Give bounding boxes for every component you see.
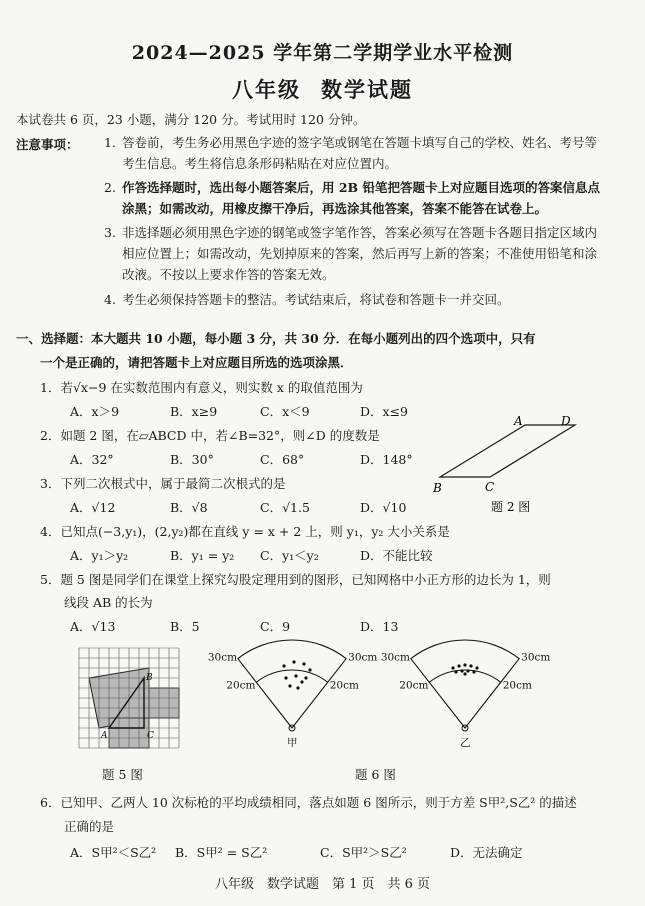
note-number: 1.	[104, 135, 116, 150]
option-d: D．148°	[360, 452, 413, 467]
subject-label: 数学试题	[321, 77, 413, 102]
fan-jia-landing-point	[304, 676, 307, 679]
question-6-stem: 6．已知甲、乙两人 10 次标枪的平均成绩相同，落点如题 6 图所示，则于方差 S甲²,S乙² 的描述	[40, 795, 577, 810]
fan-jia-30cm-right-label: 30cm	[348, 651, 378, 664]
note-item	[104, 177, 604, 219]
point-c-label: C	[147, 731, 154, 741]
exam-title: 2024—2025 学年第二学期学业水平检测	[131, 42, 514, 64]
fan-yi-name-label: 乙	[460, 737, 471, 749]
figure-6-fans	[207, 640, 551, 760]
fan-jia-landing-point	[300, 680, 303, 683]
fan-yi-30cm-left-label: 30cm	[380, 651, 411, 664]
intro-text: 本试卷共 6 页，23 小题，满分 120 分。考试用时 120 分钟。	[16, 112, 366, 127]
fan-yi-landing-point	[463, 672, 466, 675]
note-number: 3.	[104, 225, 116, 240]
fan-jia-landing-point	[302, 662, 305, 665]
grade-label: 八年级	[232, 77, 301, 102]
option-c: C．√1.5	[260, 500, 310, 515]
fan-yi-landing-point	[472, 670, 475, 673]
option-a: A．S甲²＜S乙²	[70, 845, 157, 860]
option-b: B．y₁ = y₂	[170, 548, 235, 563]
fan-jia-landing-point	[282, 664, 285, 667]
figure-5-grid	[76, 645, 182, 751]
question-2-stem: 2．如题 2 图，在▱ABCD 中，若∠B=32°，则∠D 的度数是	[40, 428, 380, 443]
fan-jia-landing-point	[288, 684, 291, 687]
figure-2-caption: 题 2 图	[491, 500, 531, 514]
figure-2-parallelogram	[425, 415, 595, 515]
question-3-stem: 3．下列二次根式中，属于最简二次根式的是	[40, 476, 286, 491]
section-heading-line2: 一个是正确的，请把答题卡上对应题目所选的选项涂黑．	[40, 355, 353, 370]
option-b: B．30°	[170, 452, 214, 467]
option-d: D．13	[360, 619, 399, 634]
section-heading-line1: 一、选择题：本大题共 10 小题，每小题 3 分，共 30 分．在每小题列出的四个选项中，只有	[16, 331, 536, 346]
fan-yi-20cm-left-label: 20cm	[399, 679, 429, 692]
small-square-shading	[149, 688, 179, 718]
question-5-stem: 5．题 5 图是同学们在课堂上探究勾股定理用到的图形，已知网格中小正方形的边长为 1，则	[40, 572, 551, 587]
note-text: 答卷前，考生务必用黑色字迹的签字笔或钢笔在答题卡填写自己的学校、姓名、考号等考生信息。考生将信息条形码粘贴在对应位置内。	[122, 135, 598, 171]
fan-yi-landing-point	[457, 664, 460, 667]
option-b: B．5	[170, 619, 200, 634]
fan-yi-landing-point	[463, 663, 466, 666]
vertex-a-label: A	[514, 414, 523, 428]
fan-yi-landing-point	[451, 666, 454, 669]
fan-jia-inner-arc	[256, 670, 327, 682]
fan-yi-landing-point	[469, 664, 472, 667]
fan-yi-inner-arc	[429, 670, 500, 682]
fan-jia-30cm-left-label: 30cm	[207, 651, 238, 664]
parallelogram-shape	[440, 425, 575, 477]
figure-6-caption: 题 6 图	[355, 767, 396, 782]
option-c: C．S甲²＞S乙²	[320, 845, 407, 860]
note-text: 作答选择题时，选出每小题答案后，用 2B 铅笔把答题卡上对应题目选项的答案信息点涂黑；如需改动，用橡皮擦干净后，再选涂其他答案，答案不能答在试卷上。	[122, 180, 600, 216]
question-5-stem-cont: 线段 AB 的长为	[64, 595, 153, 610]
fan-yi-landing-point	[460, 669, 463, 672]
option-c: C．9	[260, 619, 291, 634]
fan-yi-landing-point	[466, 669, 469, 672]
question-4-stem: 4．已知点(−3,y₁)，(2,y₂)都在直线 y = x + 2 上，则 y₁，y₂ 大小关系是	[40, 524, 450, 539]
option-c: C．y₁＜y₂	[260, 548, 319, 563]
option-d: D．无法确定	[450, 845, 523, 860]
page-footer: 八年级 数学试题 第 1 页 共 6 页	[214, 877, 431, 892]
fan-jia-name-label: 甲	[287, 737, 298, 749]
note-number: 2.	[104, 180, 116, 195]
fan-jia-20cm-left-label: 20cm	[226, 679, 256, 692]
option-c: C．68°	[260, 452, 305, 467]
note-text: 非选择题必须用黑色字迹的钢笔或签字笔作答，答案必须写在答题卡各题目指定区域内相应位置上；如需改动，先划掉原来的答案，然后再写上新的答案；不准使用铅笔和涂改液。不按以上要求作答的答案无效。	[122, 225, 598, 282]
option-a: A．32°	[70, 452, 114, 467]
fan-jia-20cm-right-label: 20cm	[329, 679, 359, 692]
fan-yi-30cm-right-label: 30cm	[521, 651, 551, 664]
note-item	[104, 132, 604, 174]
question-1-stem: 1．若√x−9 在实数范围内有意义，则实数 x 的取值范围为	[40, 380, 363, 395]
note-number: 4.	[104, 292, 116, 307]
option-d: D．√10	[360, 500, 407, 515]
option-a: A．y₁＞y₂	[70, 548, 129, 563]
figure-5-caption: 题 5 图	[102, 767, 143, 782]
option-a: A．x＞9	[70, 404, 120, 419]
fan-jia-landing-point	[284, 676, 287, 679]
question-6-stem-cont: 正确的是	[64, 819, 115, 834]
option-a: A．√13	[70, 619, 116, 634]
fan-yi-20cm-right-label: 20cm	[502, 679, 532, 692]
fan-jia-landing-point	[308, 668, 311, 671]
fan-jia-landing-point	[296, 686, 299, 689]
point-b-label: B	[146, 673, 153, 683]
option-d: D．不能比较	[360, 548, 433, 563]
vertex-c-label: C	[485, 480, 495, 494]
option-b: B．S甲² = S乙²	[175, 845, 268, 860]
option-b: B．√8	[170, 500, 208, 515]
note-item	[104, 289, 604, 310]
option-d: D．x≤9	[360, 404, 408, 419]
exam-subtitle	[0, 74, 645, 104]
point-a-label: A	[101, 731, 108, 741]
vertex-d-label: D	[561, 414, 571, 428]
option-c: C．x＜9	[260, 404, 310, 419]
fan-yi-landing-point	[454, 670, 457, 673]
note-text: 考生必须保持答题卡的整洁。考试结束后，将试卷和答题卡一并交回。	[122, 292, 510, 307]
option-b: B．x≥9	[170, 404, 218, 419]
fan-jia-landing-point	[292, 660, 295, 663]
notes-label: 注意事项：	[16, 137, 79, 152]
option-a: A．√12	[70, 500, 116, 515]
fan-yi-landing-point	[475, 666, 478, 669]
vertex-b-label: B	[433, 481, 442, 495]
note-item	[104, 222, 604, 285]
fan-jia-landing-point	[294, 674, 297, 677]
